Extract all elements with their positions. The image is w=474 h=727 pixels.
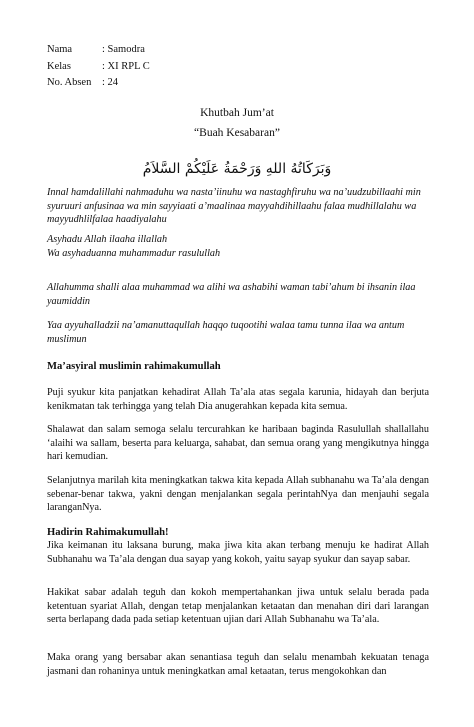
info-value: : Samodra [102,44,145,55]
info-label: Kelas [47,60,71,72]
body-paragraph: Selanjutnya marilah kita meningkatkan takwa kita kepada Allah subhanahu wa Ta’ala dengan sebenar-benar takwa, yakni dengan menjalankan segala perintahNya dan menjauhi segala laranganNya. [47,475,429,513]
body-paragraph: Jika keimanan itu laksana burung, maka jiwa kita akan terbang menuju ke hadirat Allah Subhanahu wa Ta’ala dengan dua sayap yang kokoh, yaitu sayap syukur dan sayap sabar. [47,540,429,565]
body-paragraph: Puji syukur kita panjatkan kehadirat Allah Ta’ala atas segala karunia, hidayah dan berjuta kenikmatan tak terhingga yang telah Dia anugerahkan kepada kita semua. [47,387,429,412]
opening-paragraph: Yaa ayyuhalladzii na’amanuttaqullah haqqo tuqootihi walaa tamu tunna ilaa wa antum muslimun [47,320,405,345]
info-row-number [47,75,150,92]
info-label: Nama [47,44,73,55]
document-title: Khutbah Jum’at [200,107,274,119]
info-value: : XI RPL C [102,60,150,72]
info-label: No. Absen [47,77,92,88]
info-row-name [47,42,150,59]
opening-paragraph: Asyhadu Allah ilaaha illallah Wa asyhaduanna muhammadur rasulullah [47,234,221,259]
arabic-salam: وَبَرَكَاتُهُ اللهِ وَرَحْمَةُ عَلَيْكُمْ السَّلاَمُ [142,161,332,177]
body-paragraph: Shalawat dan salam semoga selalu tercurahkan ke haribaan baginda Rasulullah shallallahu ‘alaihi wa sallam, beserta para keluarga, sahabat, dan semua orang yang mengikutnya hingga hari kemudian. [47,424,429,462]
info-value: : 24 [102,77,119,88]
info-row-class [47,59,150,76]
opening-paragraph: Innal hamdalillahi nahmaduhu wa nasta’iinuhu wa nastaghfiruhu wa na’uudzubillaahi min syuruuri anfusinaa wa min sayyiaati a’maalinaa mayyahdihillaahu falaa mudhillalahu wa mayyudhlilfalaa haadiyalahu [47,187,421,225]
student-info [47,42,150,92]
body-paragraph: Maka orang yang bersabar akan senantiasa teguh dan selalu menambah kekuatan tenaga jasmani dan rohaninya untuk meningkatkan amal ketaatan, terus mengokohkan dan [47,652,429,677]
section-heading: Ma’asyiral muslimin rahimakumullah [47,361,221,372]
body-paragraph: Hakikat sabar adalah teguh dan kokoh mempertahankan jiwa untuk selalu berada pada ketentuan syariat Allah, dengan tetap menjalankan ketaatan dan menahan diri dari larangan serta berlapang dada pada setiap ketentuan ujian dari Allah Subhanahu wa Ta’ala. [47,587,429,625]
section-heading: Hadirin Rahimakumullah! [47,527,169,538]
opening-paragraph: Allahumma shalli alaa muhammad wa alihi wa ashabihi waman tabi’ahum bi ihsanin ilaa yaumiddin [47,282,416,307]
document-subtitle: “Buah Kesabaran” [194,127,280,139]
